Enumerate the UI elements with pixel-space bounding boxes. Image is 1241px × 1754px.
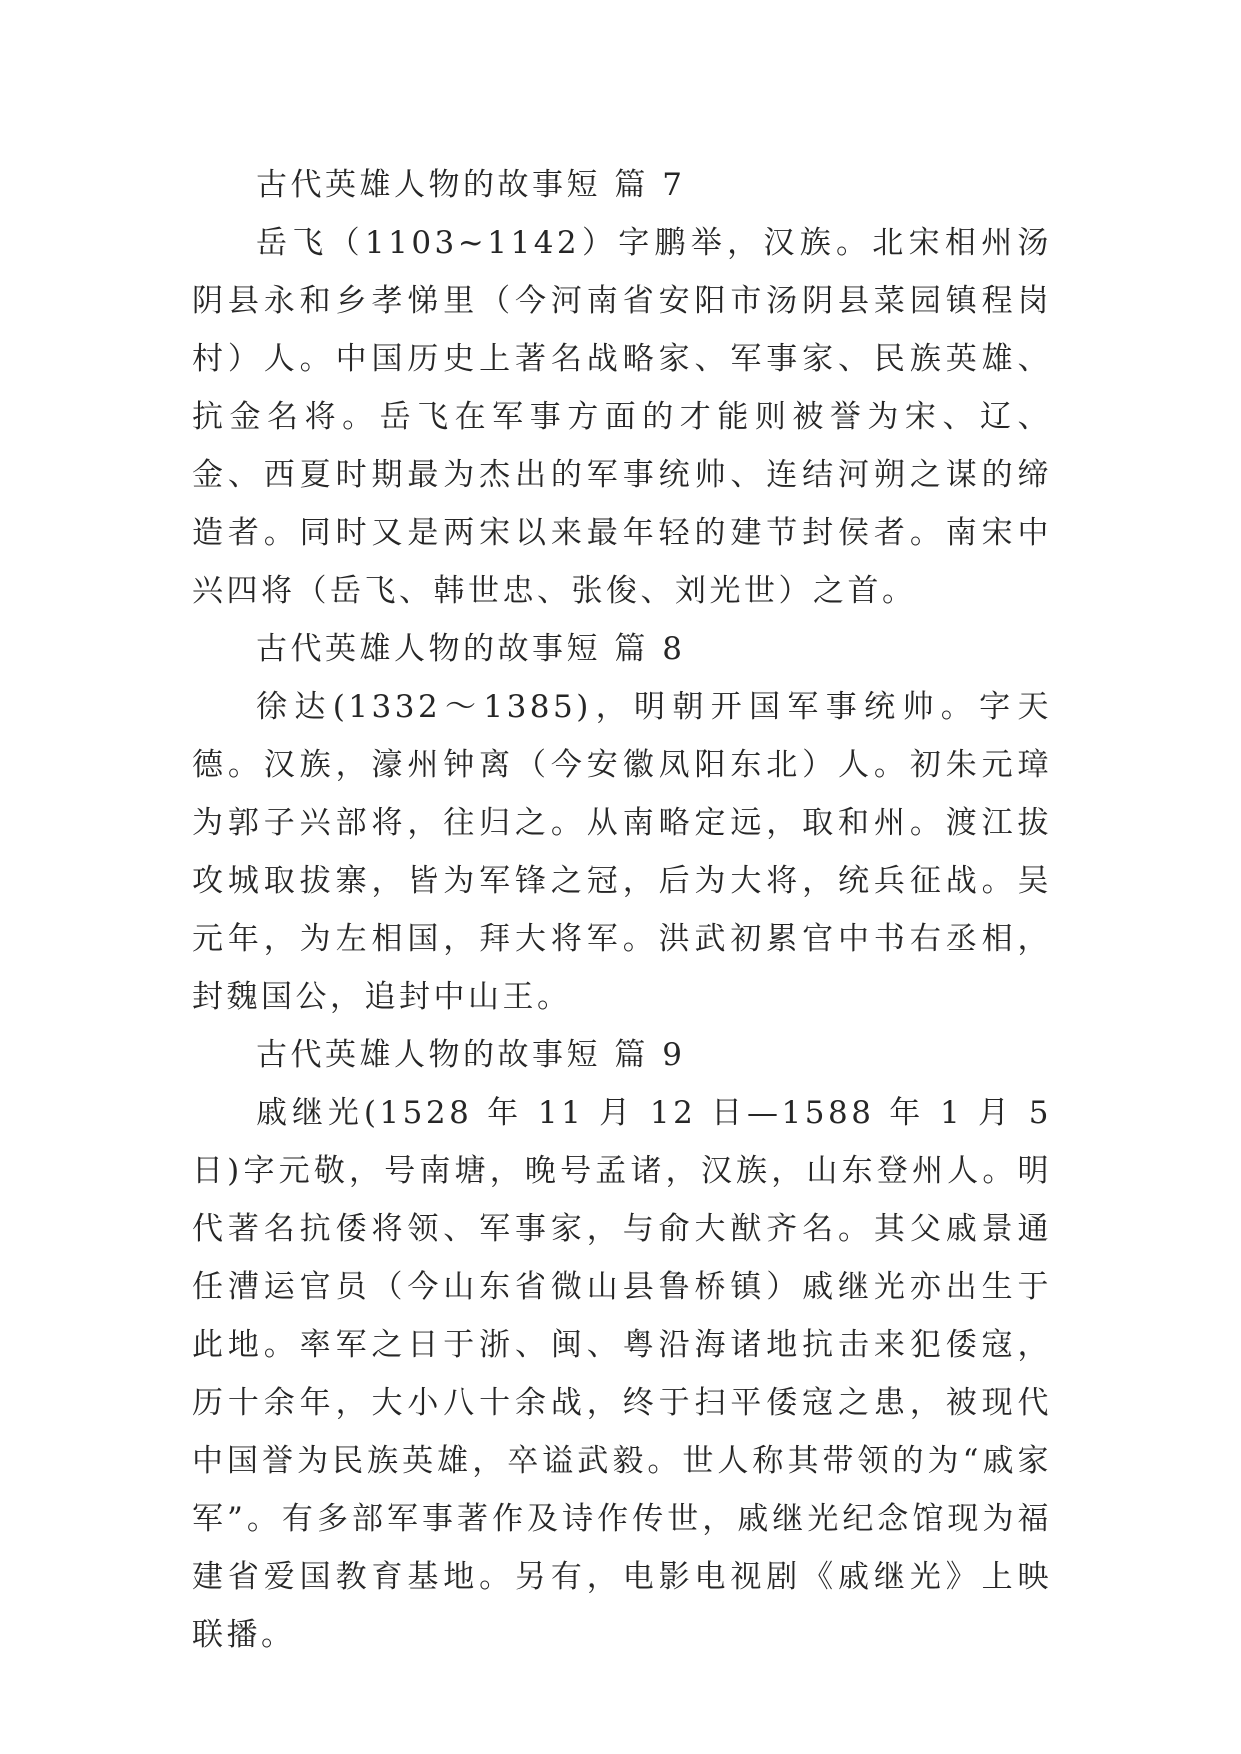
- section-paragraph-yue-fei: 岳飞（1103~1142）字鹏举，汉族。北宋相州汤阴县永和乡孝悌里（今河南省安阳市汤阴县菜园镇程岗村）人。中国历史上著名战略家、军事家、民族英雄、抗金名将。岳飞在军事方面的才能则被誉为宋、辽、金、西夏时期最为杰出的军事统帅、连结河朔之谋的缔造者。同时又是两宋以来最年轻的建节封侯者。南宋中兴四将（岳飞、韩世忠、张俊、刘光世）之首。: [192, 225, 1052, 609]
- section-paragraph-qi-jiguang: 戚继光(1528 年 11 月 12 日—1588 年 1 月 5 日)字元敬，号南塘，晚号孟诸，汉族，山东登州人。明代著名抗倭将领、军事家，与俞大猷齐名。其父戚景通任漕运官员（今山东省微山县鲁桥镇）戚继光亦出生于此地。率军之日于浙、闽、粤沿海诸地抗击来犯倭寇，历十余年，大小八十余战，终于扫平倭寇之患，被现代中国誉为民族英雄，卒谥武毅。世人称其带领的为“戚家军”。有多部军事著作及诗作传世，戚继光纪念馆现为福建省爱国教育基地。另有，电影电视剧《戚继光》上映联播。: [192, 1095, 1052, 1653]
- section-paragraph-xu-da: 徐达(1332～1385)，明朝开国军事统帅。字天德。汉族，濠州钟离（今安徽凤阳东北）人。初朱元璋为郭子兴部将，往归之。从南略定远，取和州。渡江拔攻城取拔寨，皆为军锋之冠，后为大将，统兵征战。吴元年，为左相国，拜大将军。洪武初累官中书右丞相，封魏国公，追封中山王。: [192, 689, 1052, 1015]
- section-heading-9: 古代英雄人物的故事短 篇 9: [256, 1037, 686, 1073]
- section-heading-8: 古代英雄人物的故事短 篇 8: [256, 631, 686, 667]
- section-heading-7: 古代英雄人物的故事短 篇 7: [256, 167, 686, 203]
- document-body: [192, 156, 1052, 1664]
